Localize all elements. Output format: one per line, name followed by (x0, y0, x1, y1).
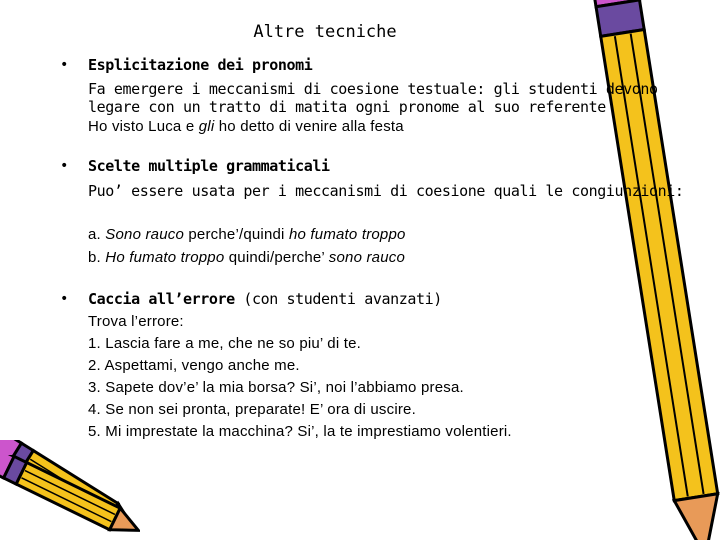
section2-option-a (88, 226, 406, 243)
error-item-2: 2. Aspettami, vengo anche me. (88, 357, 300, 374)
option-b-label: b. (88, 249, 106, 266)
section1-line2: legare con un tratto di matita ogni pronome al suo referente (88, 98, 606, 116)
section2-option-b (88, 249, 405, 266)
option-b-part1: Ho fumato troppo (105, 249, 225, 266)
bullet-1: • (60, 57, 69, 73)
page-title: Altre tecniche (253, 22, 397, 42)
bullet-2: • (60, 158, 69, 174)
section1-example (88, 118, 404, 135)
section1-line1: Fa emergere i meccanismi di coesione testuale: gli studenti devono (88, 80, 658, 98)
example-text-c: ho detto di venire alla festa (214, 118, 404, 135)
option-b-part2: sono rauco (328, 249, 405, 266)
option-a-choice: perche’/quindi (184, 226, 289, 243)
pencil-left-bottom-icon (0, 455, 140, 540)
option-a-part1: Sono rauco (105, 226, 185, 243)
section3-heading-note: (con studenti avanzati) (234, 290, 442, 308)
section3-heading-line (88, 290, 442, 308)
section1-heading: Esplicitazione dei pronomi (88, 56, 313, 74)
example-text-a: Ho visto Luca e (88, 118, 199, 135)
section2-line1: Puo’ essere usata per i meccanismi di coesione quali le congiunzioni: (88, 182, 684, 200)
section3-intro: Trova l’errore: (88, 313, 184, 330)
section2-heading: Scelte multiple grammaticali (88, 157, 330, 175)
option-b-choice: quindi/perche’ (224, 249, 329, 266)
section3-heading: Caccia all’errore (88, 290, 235, 308)
error-item-4: 4. Se non sei pronta, preparate! E’ ora di uscire. (88, 401, 416, 418)
error-item-5: 5. Mi imprestate la macchina? Si’, la te imprestiamo volentieri. (88, 423, 512, 440)
option-a-label: a. (88, 226, 106, 243)
error-item-1: 1. Lascia fare a me, che ne so piu’ di te. (88, 335, 361, 352)
option-a-part2: ho fumato troppo (288, 226, 406, 243)
bullet-3: • (60, 291, 69, 307)
example-pronoun: gli (198, 118, 215, 135)
error-item-3: 3. Sapete dov’e’ la mia borsa? Si’, noi l’abbiamo presa. (88, 379, 464, 396)
